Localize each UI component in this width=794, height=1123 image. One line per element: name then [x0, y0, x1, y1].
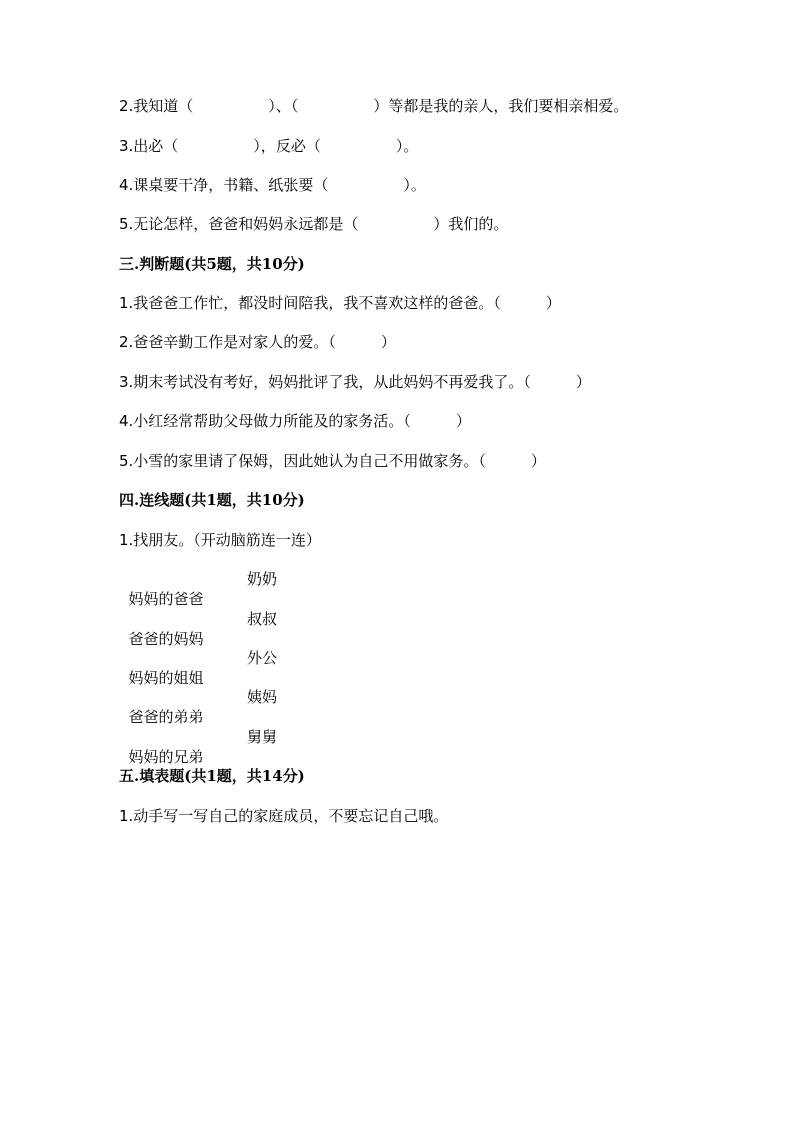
match-right-term: 叔叔: [247, 610, 278, 628]
judge-question-2: 2.爸爸辛勤工作是对家人的爱。（ ）: [119, 333, 396, 351]
match-right-term: 舅舅: [247, 728, 278, 746]
judge-section-heading: 三.判断题(共5题，共10分): [119, 255, 305, 273]
match-section-heading: 四.连线题(共1题，共10分): [119, 491, 305, 509]
table-section-heading: 五.填表题(共1题，共14分): [119, 767, 305, 785]
match-left-term: 妈妈的兄弟: [128, 748, 204, 766]
judge-question-3: 3.期末考试没有考好，妈妈批评了我，从此妈妈不再爱我了。（ ）: [119, 373, 591, 391]
match-left-term: 妈妈的爸爸: [128, 590, 204, 608]
table-question: 1.动手写一写自己的家庭成员，不要忘记自己哦。: [119, 807, 449, 825]
judge-question-1: 1.我爸爸工作忙，都没时间陪我，我不喜欢这样的爸爸。（ ）: [119, 294, 561, 312]
match-left-term: 妈妈的姐姐: [128, 669, 204, 687]
fill-question-4: 4.课桌要干净，书籍、纸张要（ ）。: [119, 176, 426, 194]
match-right-term: 外公: [247, 649, 278, 667]
match-question: 1.找朋友。（开动脑筋连一连）: [119, 531, 321, 549]
fill-question-5: 5.无论怎样，爸爸和妈妈永远都是（ ）我们的。: [119, 215, 509, 233]
match-left-term: 爸爸的妈妈: [128, 630, 204, 648]
match-right-term: 奶奶: [247, 570, 278, 588]
fill-question-2: 2.我知道（ ）、（ ）等都是我的亲人，我们要相亲相爱。: [119, 97, 629, 115]
fill-question-3: 3.出必（ ），反必（ ）。: [119, 137, 419, 155]
match-left-term: 爸爸的弟弟: [128, 708, 204, 726]
judge-question-5: 5.小雪的家里请了保姆，因此她认为自己不用做家务。（ ）: [119, 452, 546, 470]
judge-question-4: 4.小红经常帮助父母做力所能及的家务活。（ ）: [119, 412, 471, 430]
match-right-term: 姨妈: [247, 688, 278, 706]
